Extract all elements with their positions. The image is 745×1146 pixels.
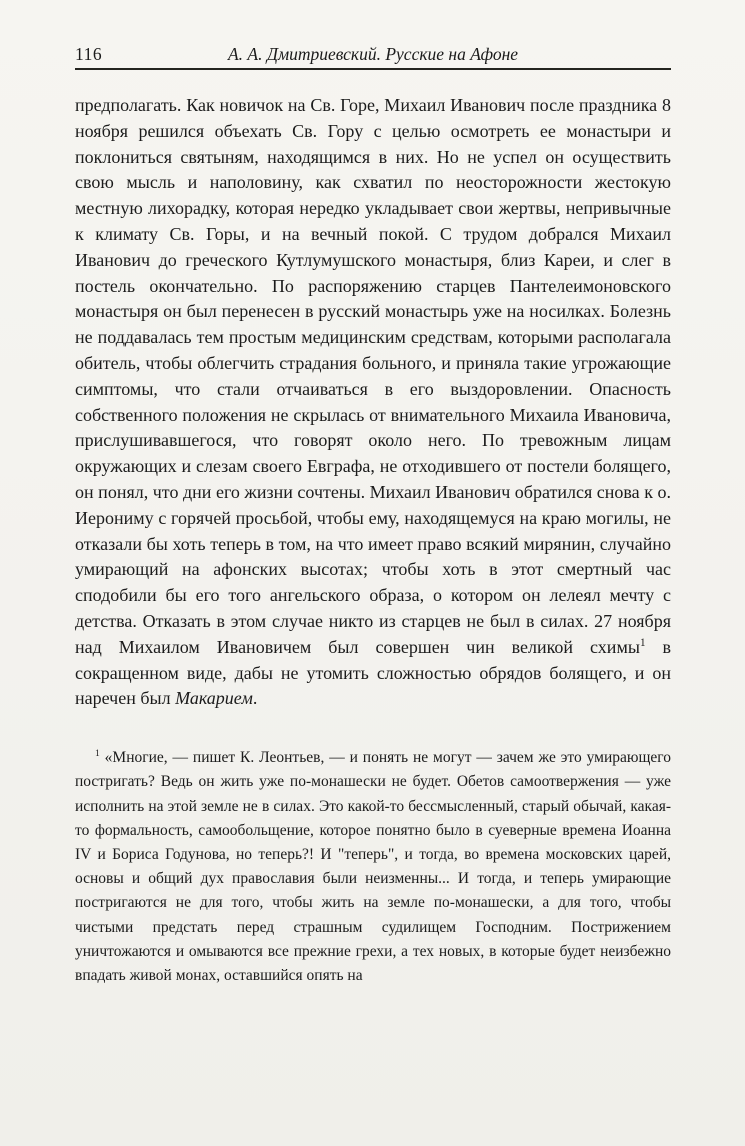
- body-text-part2: в сокращенном виде, дабы не утомить сложностью обрядов болящего, и он наречен был: [75, 636, 672, 709]
- running-title: А. А. Дмитриевский. Русские на Афоне: [227, 44, 519, 64]
- footnote-text: «Многие, — пишет К. Леонтьев, — и понять не могут — зачем же это умирающего постригать? Ведь он жить уже по-монашески не будет. Обетов самоотвержения — уже исполнить на этой земле не в силах. Это какой-то бессмысленный, старый обычай, какая-то формальность, самообольщение, которое понятно было в суеверные времена Иоанна IV и Бориса Годунова, но теперь?! И "теперь", и тогда, во времена московских царей, основы и общий дух православия были неизменны... И тогда, и теперь умирающие постригаются не для того, чтобы жить на земле по-монашески, а для того, чтобы чистыми предстать перед страшным судилищем Господним. Пострижением уничтожаются и омываются все прежние грехи, а тех новых, в которые будет неизбежно впадать живой монах, оставшийся опять на: [75, 749, 671, 984]
- page-body: [75, 93, 671, 988]
- body-text-part1: предполагать. Как новичок на Св. Горе, Михаил Иванович после праздника 8 ноября решился объехать Св. Гору с целью осмотреть ее монастыри и поклониться святыням, находящимся в них. Но не успел он осуществить свою мысль и наполовину, как схватил по неосторожности жестокую местную лихорадку, которая нередко укладывает свои жертвы, непривычные к климату Св. Горы, и на вечный покой. С трудом добрался Михаил Иванович до греческого Кутлумушского монастыря, близ Кареи, и слег в постель окончательно. По распоряжению старцев Пантелеимоновского монастыря он был перенесен в русский монастырь уже на носилках. Болезнь не поддавалась тем простым медицинским средствам, которыми располагала обитель, чтобы облегчить страдания больного, и приняла такие угрожающие симптомы, что стали отчаиваться в его выздоровлении. Опасность собственного положения не скрылась от внимательного Михаила Ивановича, прислушивавшегося, что говорят около него. По тревожным лицам окружающих и слезам своего Евграфа, не отходившего от постели болящего, он понял, что дни его жизни сочтены. Михаил Иванович обратился снова к о. Иерониму с горячей просьбой, чтобы ему, находящемуся на краю могилы, не отказали бы хоть теперь в том, на что имеет право всякий мирянин, случайно умирающий на афонских высотах; чтобы хоть в этот смертный час сподобили бы его того ангельского образа, о котором он лелеял мечту с детства. Отказать в этом случае никто из старцев не был в силах. 27 ноября над Михаилом Ивановичем был совершен чин великой схимы: [75, 95, 671, 657]
- footnote-paragraph: [75, 746, 671, 988]
- body-paragraph: [75, 93, 671, 712]
- header-rule: [75, 68, 671, 70]
- footnote-reference: 1: [639, 636, 646, 649]
- emphasized-monastic-name: Макарием: [175, 688, 253, 709]
- footnote-block: [75, 746, 671, 988]
- page-header: [75, 42, 671, 66]
- page-number: 116: [75, 44, 103, 64]
- footnote-marker: 1: [95, 747, 100, 759]
- body-text-part3: .: [252, 688, 258, 709]
